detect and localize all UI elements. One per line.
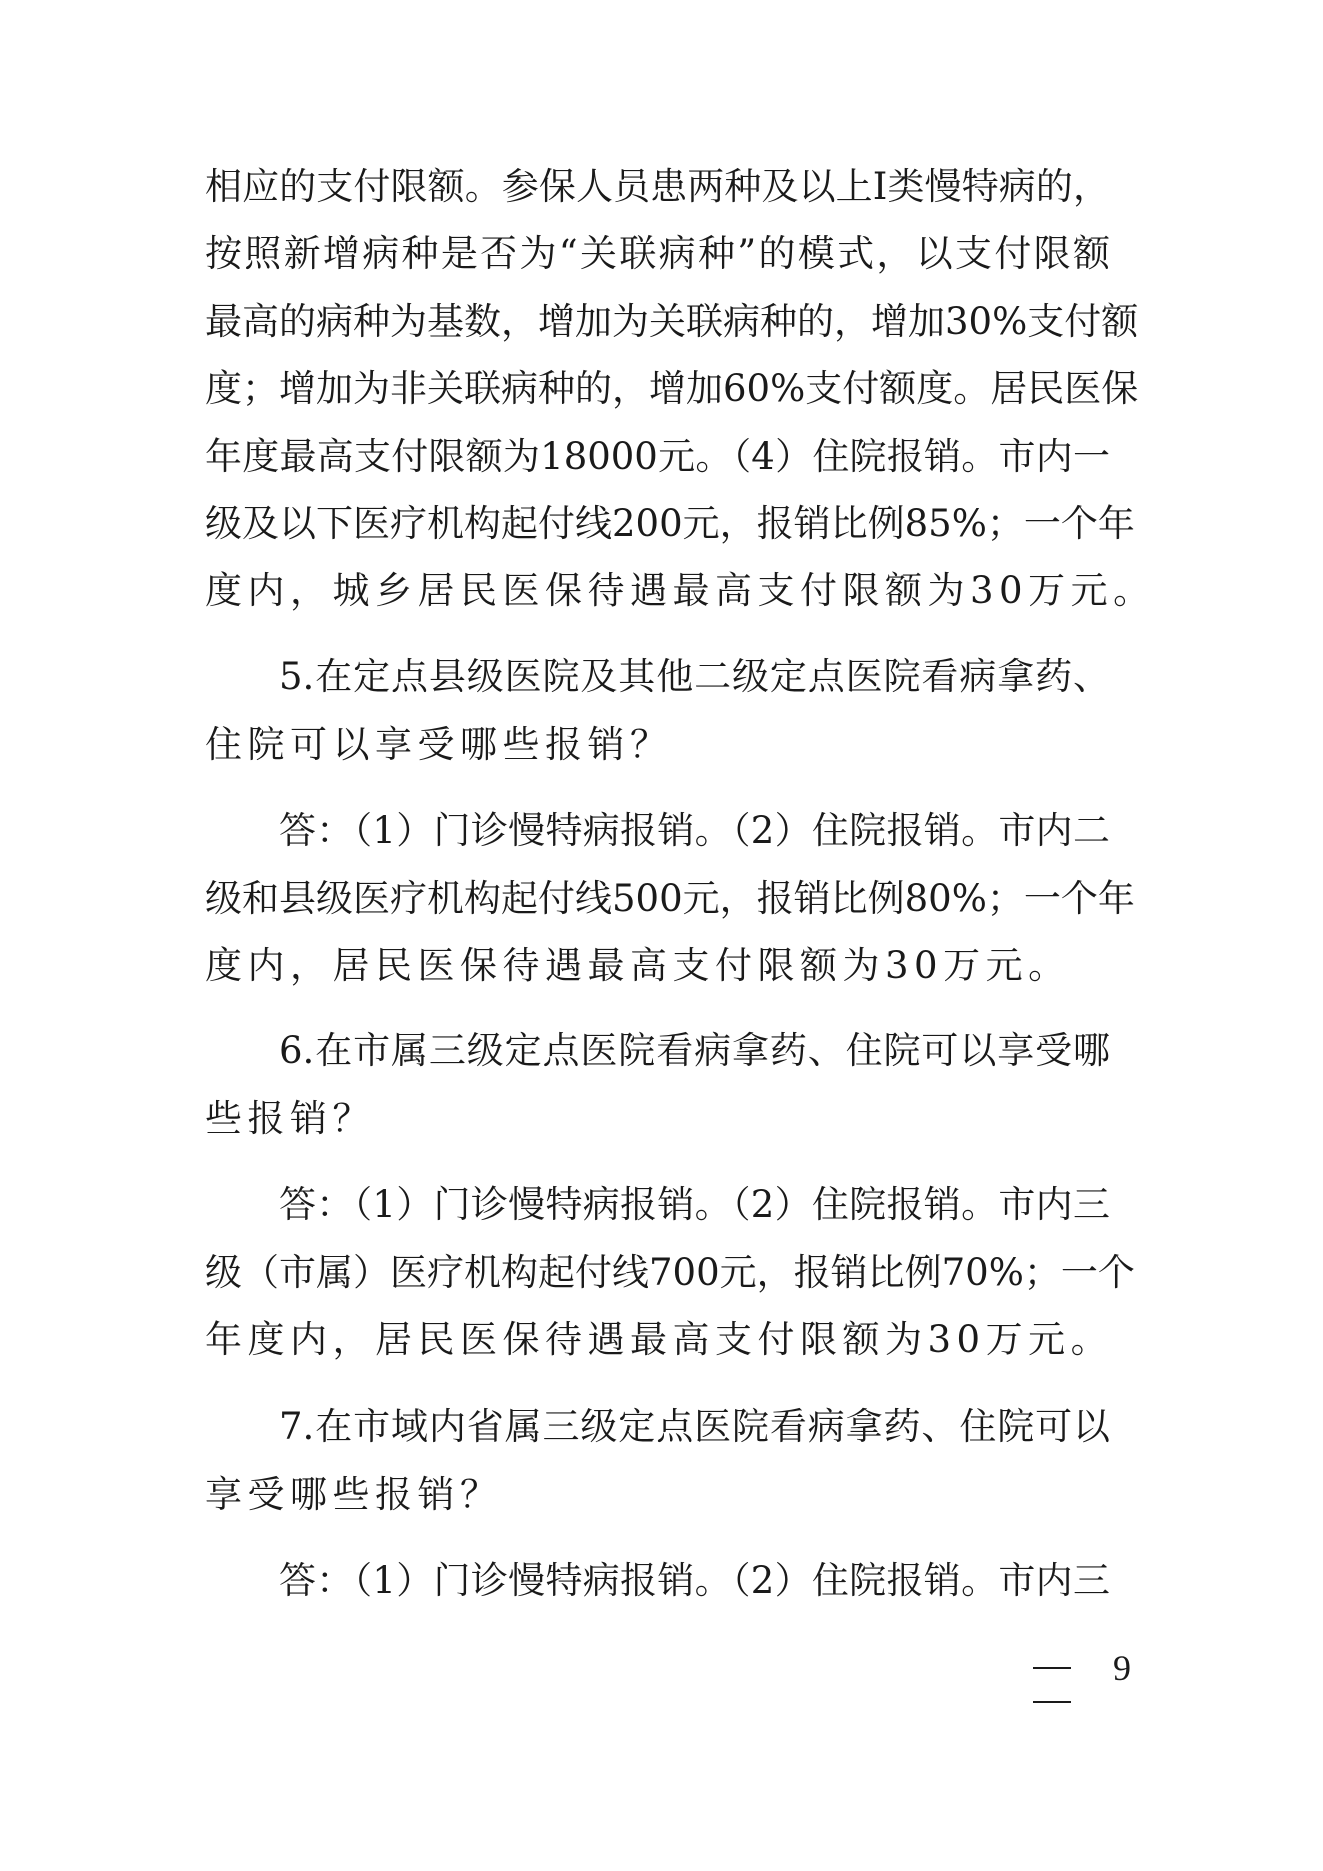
question-6-line: 6.在市属三级定点医院看病拿药、住院可以享受哪 xyxy=(279,1029,1110,1072)
question-6-line: 些报销？ xyxy=(205,1097,375,1140)
text-line: 按照新增病种是否为“关联病种”的模式，以支付限额 xyxy=(205,232,1110,275)
text-line: 最高的病种为基数，增加为关联病种的，增加30%支付额 xyxy=(205,300,1139,343)
question-5-line: 5.在定点县级医院及其他二级定点医院看病拿药、 xyxy=(279,655,1110,698)
answer-5-line: 答：（1）门诊慢特病报销。（2）住院报销。市内二 xyxy=(279,809,1110,852)
page-number-dash-top xyxy=(1033,1667,1071,1669)
answer-7-line: 答：（1）门诊慢特病报销。（2）住院报销。市内三 xyxy=(279,1559,1110,1602)
text-line: 年度最高支付限额为18000元。（4）住院报销。市内一 xyxy=(205,435,1110,478)
answer-5-line: 级和县级医疗机构起付线500元，报销比例80%；一个年 xyxy=(205,877,1135,920)
answer-5-line: 度内，居民医保待遇最高支付限额为30万元。 xyxy=(205,944,1071,987)
text-line: 相应的支付限额。参保人员患两种及以上Ⅰ类慢特病的， xyxy=(205,165,1110,208)
page-number-dash-bottom xyxy=(1033,1701,1071,1703)
question-7-line: 7.在市域内省属三级定点医院看病拿药、住院可以 xyxy=(279,1405,1110,1448)
text-line: 度内，城乡居民医保待遇最高支付限额为30万元。 xyxy=(205,569,1156,612)
text-line: 级及以下医疗机构起付线200元，报销比例85%；一个年 xyxy=(205,502,1135,545)
answer-6-line: 年度内，居民医保待遇最高支付限额为30万元。 xyxy=(205,1318,1114,1361)
page-number: 9 xyxy=(1113,1648,1131,1688)
answer-6-line: 答：（1）门诊慢特病报销。（2）住院报销。市内三 xyxy=(279,1183,1110,1226)
text-line: 度；增加为非关联病种的，增加60%支付额度。居民医保 xyxy=(205,367,1139,410)
question-7-line: 享受哪些报销？ xyxy=(205,1473,503,1516)
answer-6-line: 级（市属）医疗机构起付线700元，报销比例70%；一个 xyxy=(205,1251,1135,1294)
question-5-line: 住院可以享受哪些报销？ xyxy=(205,723,673,766)
